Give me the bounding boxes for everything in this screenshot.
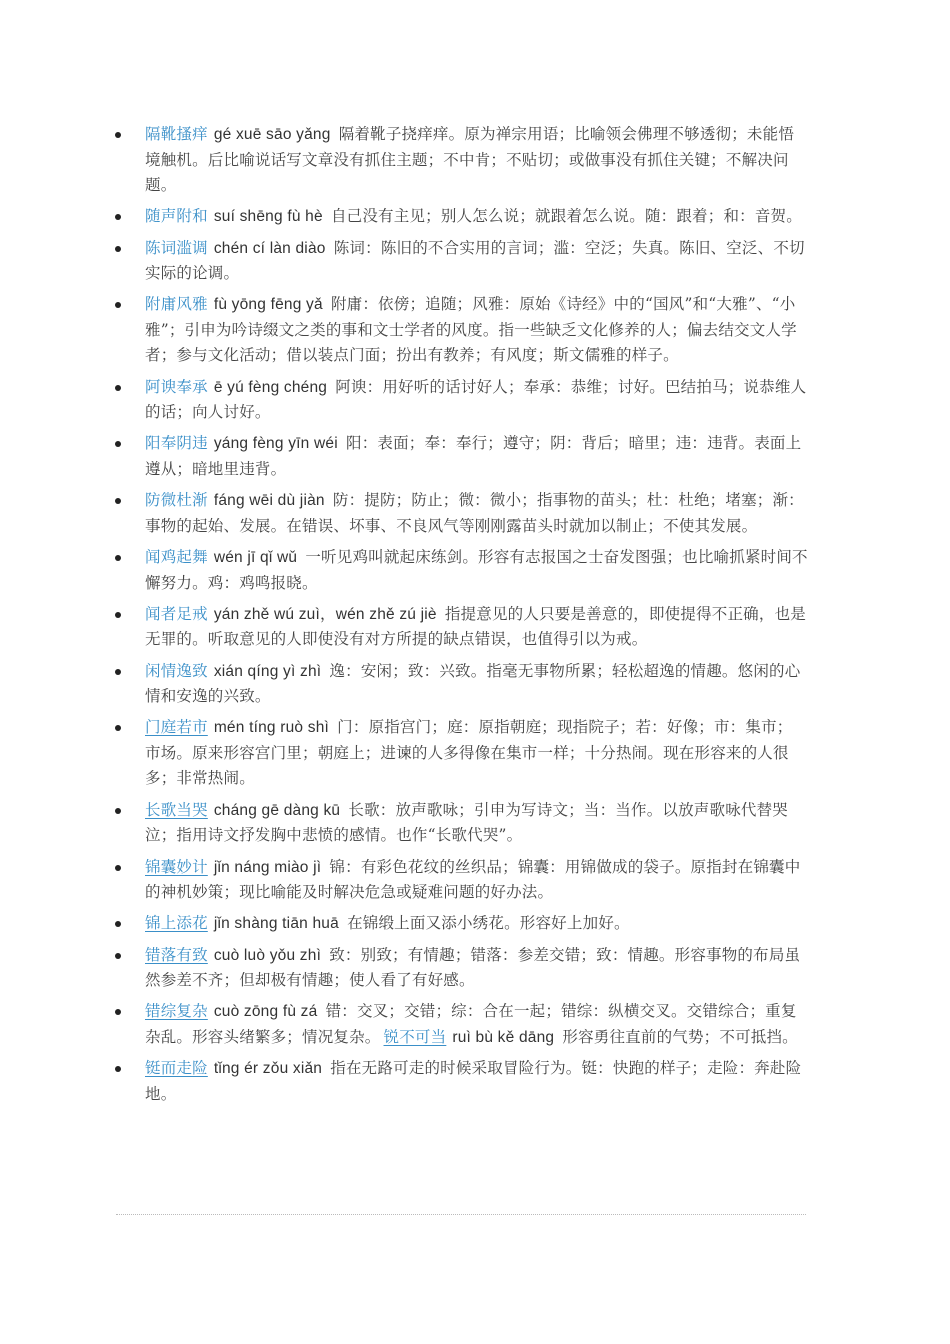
- idiom-pinyin: tǐng ér zǒu xiǎn: [213, 1060, 323, 1078]
- idiom-definition: 错：交叉；交错；综：合在一起；错综：纵横交叉。交错综合；重复杂乱。形容头绪繁多；情况复杂。: [145, 1002, 797, 1046]
- list-item: [112, 798, 808, 849]
- idiom-term-link[interactable]: 长歌当哭: [145, 800, 208, 819]
- idiom-pinyin-inline: ruì bù kě dāng: [452, 1028, 555, 1046]
- idiom-definition: 阳：表面；奉：奉行；遵守；阴：背后；暗里；违：违背。表面上遵从；暗地里违背。: [145, 434, 802, 478]
- idiom-definition: 一听见鸡叫就起床练剑。形容有志报国之士奋发图强；也比喻抓紧时间不懈努力。鸡：鸡鸣报晓。: [145, 548, 808, 592]
- idiom-pinyin: jǐn shàng tiān huā: [213, 915, 339, 933]
- bullet-icon: [115, 808, 121, 814]
- bullet-icon: [115, 385, 121, 391]
- idiom-list: [112, 122, 808, 1113]
- bullet-icon: [115, 865, 121, 871]
- idiom-pinyin: fáng wēi dù jiàn: [213, 492, 325, 510]
- list-item: [112, 855, 808, 906]
- idiom-term[interactable]: 隔靴搔痒: [145, 125, 208, 143]
- idiom-term-link[interactable]: 错落有致: [145, 945, 208, 964]
- idiom-definition: 隔着靴子挠痒痒。原为禅宗用语；比喻领会佛理不够透彻；未能悟境触机。后比喻说话写文章没有抓住主题；不中肯；不贴切；或做事没有抓住关键；不解决问题。: [145, 125, 795, 194]
- idiom-term[interactable]: 闻者足戒: [145, 604, 208, 623]
- idiom-term-link[interactable]: 锦上添花: [145, 914, 208, 933]
- bullet-icon: [115, 132, 121, 138]
- idiom-definition: 门：原指宫门；庭：原指朝庭；现指院子；若：好像；市：集市；市场。原来形容宫门里；朝庭上；进谏的人多得像在集市一样；十分热闹。现在形容来的人很多；非常热闹。: [145, 718, 793, 788]
- idiom-term[interactable]: 防微杜渐: [145, 491, 208, 510]
- idiom-definition: 附庸：依傍；追随；风雅：原始《诗经》中的“国风”和“大雅”、“小雅”；引申为吟诗缀文之类的事和文士学者的风度。指一些缺乏文化修养的人；偏去结交文人学者；参与文化活动；借以装点门面；扮出有教养；有风度；斯文儒雅的样子。: [145, 295, 797, 365]
- bullet-icon: [115, 669, 121, 675]
- idiom-definition: 致：别致；有情趣；错落：参差交错；致：情趣。形容事物的布局虽然参差不齐；但却极有情趣；使人看了有好感。: [145, 945, 801, 990]
- idiom-term[interactable]: 阳奉阴违: [145, 434, 208, 453]
- list-item: [112, 999, 808, 1050]
- idiom-definition: 在锦缎上面又添小绣花。形容好上加好。: [347, 914, 630, 933]
- bullet-icon: [115, 612, 121, 618]
- list-item: [112, 292, 808, 369]
- list-item: [112, 204, 808, 230]
- idiom-pinyin: cuò zōng fù zá: [213, 1003, 318, 1021]
- idiom-definition: 防：提防；防止；微：微小；指事物的苗头；杜：杜绝；堵塞；渐：事物的起始、发展。在错误、坏事、不良风气等刚刚露苗头时就加以制止；不使其发展。: [145, 491, 804, 535]
- idiom-pinyin: fù yōng fēng yǎ: [213, 296, 323, 314]
- bullet-icon: [115, 214, 121, 220]
- list-item: [112, 488, 808, 539]
- list-item: [112, 602, 808, 653]
- idiom-definition-inline: 形容勇往直前的气势；不可抵挡。: [562, 1027, 798, 1046]
- idiom-pinyin: xián qíng yì zhì: [213, 662, 322, 680]
- list-item: [112, 911, 808, 937]
- bottom-divider: [116, 1214, 806, 1215]
- idiom-pinyin: suí shēng fù hè: [213, 208, 323, 226]
- idiom-definition: 逸：安闲；致：兴致。指毫无事物所累；轻松超逸的情趣。悠闲的心情和安逸的兴致。: [145, 661, 801, 706]
- list-item: [112, 545, 808, 596]
- bullet-icon: [115, 1066, 121, 1072]
- idiom-pinyin: ē yú fèng chéng: [213, 378, 328, 396]
- list-item: [112, 659, 808, 710]
- idiom-term[interactable]: 闲情逸致: [145, 661, 208, 680]
- idiom-definition: 指在无路可走的时候采取冒险行为。铤：快跑的样子；走险：奔赴险地。: [145, 1059, 802, 1103]
- idiom-pinyin: jǐn náng miào jì: [213, 858, 322, 876]
- idiom-definition: 阿谀：用好听的话讨好人；奉承：恭维；讨好。巴结拍马；说恭维人的话；向人讨好。: [145, 377, 807, 422]
- idiom-definition: 指提意见的人只要是善意的，即使提得不正确，也是无罪的。听取意见的人即使没有对方所提的缺点错误，也值得引以为戒。: [145, 604, 806, 649]
- list-item: [112, 236, 808, 287]
- idiom-pinyin: cuò luò yǒu zhì: [213, 946, 322, 964]
- idiom-pinyin: gé xuē sāo yǎng: [213, 126, 331, 143]
- idiom-pinyin: yán zhě wú zuì，wén zhě zú jiè: [213, 605, 437, 623]
- idiom-pinyin: yáng fèng yīn wéi: [213, 435, 338, 453]
- idiom-definition: 长歌：放声歌咏；引申为写诗文；当：当作。以放声歌咏代替哭泣；指用诗文抒发胸中悲愤的感情。也作“长歌代哭”。: [145, 800, 789, 845]
- idiom-definition: 陈词：陈旧的不合实用的言词；滥：空泛；失真。陈旧、空泛、不切实际的论调。: [145, 238, 805, 283]
- list-item: [112, 122, 808, 199]
- idiom-term[interactable]: 随声附和: [145, 207, 208, 226]
- idiom-definition: 锦：有彩色花纹的丝织品；锦囊：用锦做成的袋子。原指封在锦囊中的神机妙策；现比喻能及时解决危急或疑难问题的好办法。: [145, 857, 801, 902]
- idiom-term-link[interactable]: 错综复杂: [145, 1002, 208, 1021]
- idiom-pinyin: mén tíng ruò shì: [213, 719, 330, 737]
- list-item: [112, 375, 808, 426]
- bullet-icon: [115, 441, 121, 447]
- idiom-term[interactable]: 附庸风雅: [145, 295, 208, 314]
- bullet-icon: [115, 555, 121, 561]
- idiom-term[interactable]: 陈词滥调: [145, 238, 208, 257]
- idiom-term-link[interactable]: 铤而走险: [145, 1059, 208, 1078]
- idiom-term[interactable]: 阿谀奉承: [145, 377, 208, 396]
- bullet-icon: [115, 725, 121, 731]
- list-item: [112, 431, 808, 482]
- idiom-term-link[interactable]: 锦囊妙计: [145, 857, 208, 876]
- idiom-pinyin: cháng gē dàng kū: [213, 801, 341, 819]
- bullet-icon: [115, 498, 121, 504]
- bullet-icon: [115, 246, 121, 252]
- list-item: [112, 1056, 808, 1107]
- idiom-term[interactable]: 闻鸡起舞: [145, 548, 208, 567]
- list-item: [112, 943, 808, 994]
- bullet-icon: [115, 302, 121, 308]
- list-item: [112, 715, 808, 792]
- idiom-term-link-inline[interactable]: 锐不可当: [383, 1027, 447, 1046]
- idiom-term-link[interactable]: 门庭若市: [145, 718, 208, 737]
- idiom-pinyin: chén cí làn diào: [213, 239, 326, 257]
- bullet-icon: [115, 1009, 121, 1015]
- idiom-definition: 自己没有主见；别人怎么说；就跟着怎么说。随：跟着；和：音贺。: [330, 207, 802, 226]
- idiom-pinyin: wén jī qǐ wǔ: [213, 549, 298, 567]
- bullet-icon: [115, 921, 121, 927]
- bullet-icon: [115, 953, 121, 959]
